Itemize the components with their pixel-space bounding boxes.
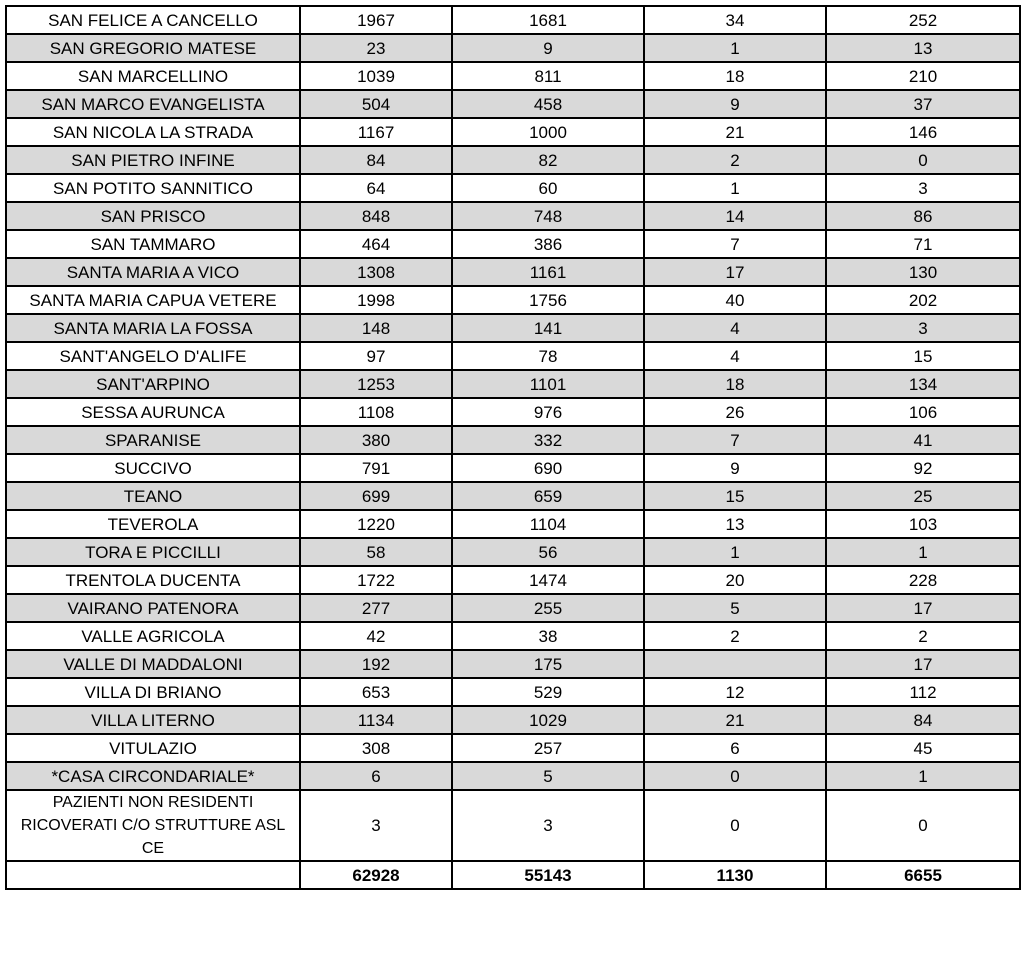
table-row — [6, 314, 1020, 342]
table-row — [6, 678, 1020, 706]
municipality-name-cell: SAN GREGORIO MATESE — [6, 34, 300, 62]
value-col-3-cell: 21 — [644, 118, 826, 146]
municipality-name-cell: *CASA CIRCONDARIALE* — [6, 762, 300, 790]
table-row — [6, 622, 1020, 650]
value-col-4-cell: 13 — [826, 34, 1020, 62]
municipality-name-cell: SESSA AURUNCA — [6, 398, 300, 426]
municipality-name-cell: TRENTOLA DUCENTA — [6, 566, 300, 594]
value-col-1-cell: 1998 — [300, 286, 452, 314]
municipality-name-cell: SANTA MARIA A VICO — [6, 258, 300, 286]
value-col-2-cell: 1474 — [452, 566, 644, 594]
value-col-3-cell: 1 — [644, 538, 826, 566]
table-row — [6, 342, 1020, 370]
table-row — [6, 510, 1020, 538]
value-col-2-cell: 332 — [452, 426, 644, 454]
table-row — [6, 398, 1020, 426]
value-col-2-cell: 1101 — [452, 370, 644, 398]
value-col-1-cell: 42 — [300, 622, 452, 650]
municipality-name-cell: SAN PIETRO INFINE — [6, 146, 300, 174]
value-col-1-cell: 23 — [300, 34, 452, 62]
municipality-name-cell: VALLE AGRICOLA — [6, 622, 300, 650]
value-col-4-cell: 106 — [826, 398, 1020, 426]
value-col-1-cell: 1134 — [300, 706, 452, 734]
value-col-4-cell: 37 — [826, 90, 1020, 118]
table-row — [6, 762, 1020, 790]
table-row — [6, 454, 1020, 482]
value-col-4-cell: 3 — [826, 174, 1020, 202]
value-col-4-cell: 15 — [826, 342, 1020, 370]
table-row — [6, 482, 1020, 510]
value-col-1-cell: 1967 — [300, 6, 452, 34]
municipality-name-cell: TORA E PICCILLI — [6, 538, 300, 566]
value-col-3-cell: 34 — [644, 6, 826, 34]
municipality-name-cell: VAIRANO PATENORA — [6, 594, 300, 622]
value-col-2-cell: 257 — [452, 734, 644, 762]
value-col-3-cell: 4 — [644, 314, 826, 342]
value-col-1-cell: 791 — [300, 454, 452, 482]
value-col-3-cell — [644, 650, 826, 678]
value-col-1-cell: 58 — [300, 538, 452, 566]
value-col-4-cell: 134 — [826, 370, 1020, 398]
value-col-4-cell: 3 — [826, 314, 1020, 342]
table-row — [6, 34, 1020, 62]
value-col-1-cell: 6 — [300, 762, 452, 790]
table-row — [6, 594, 1020, 622]
value-col-3-cell: 4 — [644, 342, 826, 370]
value-col-2-cell: 659 — [452, 482, 644, 510]
value-col-4-cell: 0 — [826, 146, 1020, 174]
value-col-2-cell: 1681 — [452, 6, 644, 34]
value-col-2-cell: 9 — [452, 34, 644, 62]
value-col-4-cell: 202 — [826, 286, 1020, 314]
value-col-4-cell: 252 — [826, 6, 1020, 34]
value-col-3-cell: 15 — [644, 482, 826, 510]
value-col-3-cell: 21 — [644, 706, 826, 734]
value-col-3-cell: 9 — [644, 90, 826, 118]
total-value-col-4-cell: 6655 — [826, 861, 1020, 889]
value-col-4-cell: 103 — [826, 510, 1020, 538]
municipality-name-cell: VITULAZIO — [6, 734, 300, 762]
value-col-3-cell: 18 — [644, 62, 826, 90]
table-row — [6, 286, 1020, 314]
municipality-name-cell: SAN POTITO SANNITICO — [6, 174, 300, 202]
value-col-4-cell: 0 — [826, 790, 1020, 861]
value-col-4-cell: 130 — [826, 258, 1020, 286]
value-col-1-cell: 504 — [300, 90, 452, 118]
value-col-1-cell: 1220 — [300, 510, 452, 538]
table-body — [6, 6, 1020, 889]
value-col-2-cell: 1161 — [452, 258, 644, 286]
table-row — [6, 370, 1020, 398]
value-col-2-cell: 3 — [452, 790, 644, 861]
value-col-1-cell: 1253 — [300, 370, 452, 398]
value-col-3-cell: 9 — [644, 454, 826, 482]
municipality-name-cell: VALLE DI MADDALONI — [6, 650, 300, 678]
value-col-1-cell: 148 — [300, 314, 452, 342]
value-col-3-cell: 0 — [644, 762, 826, 790]
value-col-1-cell: 1308 — [300, 258, 452, 286]
value-col-4-cell: 25 — [826, 482, 1020, 510]
municipality-name-cell: PAZIENTI NON RESIDENTI RICOVERATI C/O STRUTTURE ASL CE — [6, 790, 300, 861]
value-col-2-cell: 38 — [452, 622, 644, 650]
value-col-3-cell: 1 — [644, 174, 826, 202]
total-value-col-1-cell: 62928 — [300, 861, 452, 889]
value-col-1-cell: 97 — [300, 342, 452, 370]
value-col-3-cell: 7 — [644, 426, 826, 454]
value-col-3-cell: 18 — [644, 370, 826, 398]
municipality-name-cell: VILLA DI BRIANO — [6, 678, 300, 706]
municipality-name-cell: SUCCIVO — [6, 454, 300, 482]
table-row — [6, 230, 1020, 258]
table-row — [6, 566, 1020, 594]
value-col-3-cell: 5 — [644, 594, 826, 622]
table-row — [6, 426, 1020, 454]
value-col-3-cell: 1 — [644, 34, 826, 62]
table-row — [6, 62, 1020, 90]
municipality-name-cell: TEANO — [6, 482, 300, 510]
value-col-1-cell: 84 — [300, 146, 452, 174]
value-col-4-cell: 71 — [826, 230, 1020, 258]
value-col-1-cell: 277 — [300, 594, 452, 622]
value-col-2-cell: 1029 — [452, 706, 644, 734]
value-col-3-cell: 0 — [644, 790, 826, 861]
value-col-2-cell: 529 — [452, 678, 644, 706]
total-value-col-3-cell: 1130 — [644, 861, 826, 889]
value-col-3-cell: 13 — [644, 510, 826, 538]
value-col-3-cell: 40 — [644, 286, 826, 314]
value-col-2-cell: 175 — [452, 650, 644, 678]
municipality-name-cell: SANTA MARIA CAPUA VETERE — [6, 286, 300, 314]
value-col-4-cell: 1 — [826, 762, 1020, 790]
table-row — [6, 258, 1020, 286]
municipality-name-cell: SAN MARCELLINO — [6, 62, 300, 90]
value-col-4-cell: 1 — [826, 538, 1020, 566]
value-col-2-cell: 5 — [452, 762, 644, 790]
value-col-2-cell: 1000 — [452, 118, 644, 146]
value-col-1-cell: 380 — [300, 426, 452, 454]
value-col-3-cell: 2 — [644, 146, 826, 174]
value-col-1-cell: 1039 — [300, 62, 452, 90]
municipality-data-table — [5, 5, 1021, 890]
value-col-4-cell: 92 — [826, 454, 1020, 482]
value-col-1-cell: 1722 — [300, 566, 452, 594]
table-row — [6, 538, 1020, 566]
value-col-1-cell: 3 — [300, 790, 452, 861]
value-col-3-cell: 2 — [644, 622, 826, 650]
value-col-4-cell: 210 — [826, 62, 1020, 90]
value-col-3-cell: 12 — [644, 678, 826, 706]
municipality-name-cell: SANT'ARPINO — [6, 370, 300, 398]
value-col-2-cell: 386 — [452, 230, 644, 258]
value-col-1-cell: 464 — [300, 230, 452, 258]
table-row — [6, 202, 1020, 230]
value-col-4-cell: 41 — [826, 426, 1020, 454]
data-table-container — [5, 5, 1021, 890]
value-col-1-cell: 699 — [300, 482, 452, 510]
table-row — [6, 650, 1020, 678]
table-row — [6, 118, 1020, 146]
value-col-3-cell: 6 — [644, 734, 826, 762]
municipality-name-cell: SPARANISE — [6, 426, 300, 454]
value-col-4-cell: 146 — [826, 118, 1020, 146]
municipality-name-cell: VILLA LITERNO — [6, 706, 300, 734]
totals-row — [6, 861, 1020, 889]
value-col-4-cell: 228 — [826, 566, 1020, 594]
municipality-name-cell: SAN NICOLA LA STRADA — [6, 118, 300, 146]
municipality-name-cell: TEVEROLA — [6, 510, 300, 538]
value-col-4-cell: 17 — [826, 594, 1020, 622]
municipality-name-cell: SANT'ANGELO D'ALIFE — [6, 342, 300, 370]
value-col-2-cell: 1756 — [452, 286, 644, 314]
value-col-2-cell: 56 — [452, 538, 644, 566]
value-col-4-cell: 17 — [826, 650, 1020, 678]
value-col-1-cell: 64 — [300, 174, 452, 202]
table-row — [6, 6, 1020, 34]
municipality-name-cell: SAN MARCO EVANGELISTA — [6, 90, 300, 118]
value-col-2-cell: 811 — [452, 62, 644, 90]
total-value-col-2-cell: 55143 — [452, 861, 644, 889]
value-col-1-cell: 653 — [300, 678, 452, 706]
municipality-name-cell: SAN PRISCO — [6, 202, 300, 230]
value-col-2-cell: 255 — [452, 594, 644, 622]
value-col-2-cell: 1104 — [452, 510, 644, 538]
value-col-3-cell: 17 — [644, 258, 826, 286]
value-col-1-cell: 308 — [300, 734, 452, 762]
value-col-4-cell: 84 — [826, 706, 1020, 734]
value-col-2-cell: 976 — [452, 398, 644, 426]
value-col-3-cell: 7 — [644, 230, 826, 258]
table-row — [6, 706, 1020, 734]
value-col-1-cell: 1108 — [300, 398, 452, 426]
value-col-4-cell: 86 — [826, 202, 1020, 230]
table-row — [6, 790, 1020, 861]
value-col-2-cell: 82 — [452, 146, 644, 174]
value-col-1-cell: 848 — [300, 202, 452, 230]
value-col-1-cell: 1167 — [300, 118, 452, 146]
value-col-3-cell: 26 — [644, 398, 826, 426]
value-col-2-cell: 78 — [452, 342, 644, 370]
totals-label-cell — [6, 861, 300, 889]
table-row — [6, 174, 1020, 202]
value-col-2-cell: 748 — [452, 202, 644, 230]
value-col-2-cell: 458 — [452, 90, 644, 118]
table-row — [6, 90, 1020, 118]
municipality-name-cell: SANTA MARIA LA FOSSA — [6, 314, 300, 342]
value-col-4-cell: 2 — [826, 622, 1020, 650]
table-row — [6, 734, 1020, 762]
value-col-4-cell: 45 — [826, 734, 1020, 762]
value-col-3-cell: 14 — [644, 202, 826, 230]
value-col-4-cell: 112 — [826, 678, 1020, 706]
value-col-3-cell: 20 — [644, 566, 826, 594]
table-row — [6, 146, 1020, 174]
value-col-1-cell: 192 — [300, 650, 452, 678]
municipality-name-cell: SAN FELICE A CANCELLO — [6, 6, 300, 34]
value-col-2-cell: 60 — [452, 174, 644, 202]
value-col-2-cell: 141 — [452, 314, 644, 342]
municipality-name-cell: SAN TAMMARO — [6, 230, 300, 258]
value-col-2-cell: 690 — [452, 454, 644, 482]
